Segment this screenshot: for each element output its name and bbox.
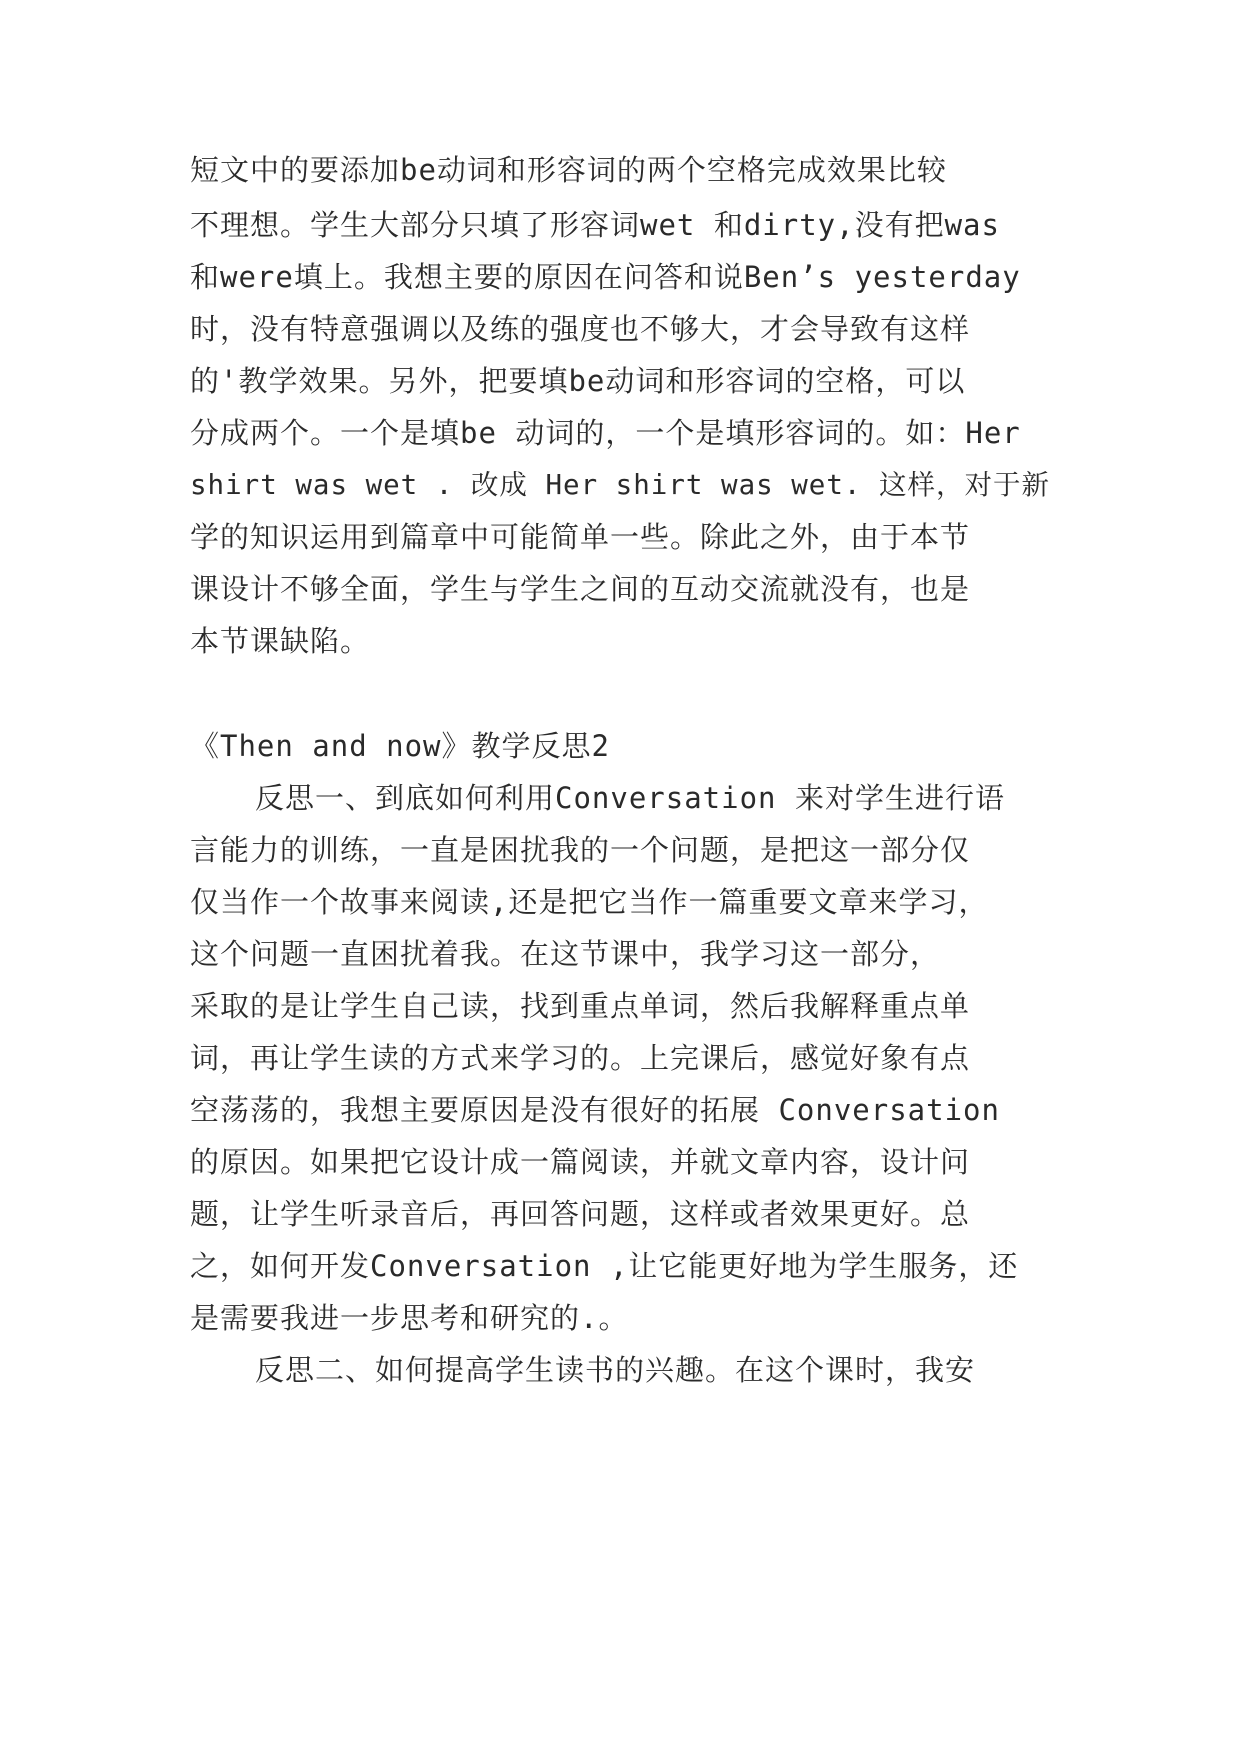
text-line: 不理想。学生大部分只填了形容词wet 和dirty,没有把was [190, 208, 1000, 242]
text-line: 分成两个。一个是填be 动词的，一个是填形容词的。如：Her [190, 416, 1021, 450]
text-line: 课设计不够全面，学生与学生之间的互动交流就没有，也是 [190, 572, 971, 606]
text-line: 学的知识运用到篇章中可能简单一些。除此之外，由于本节 [190, 520, 971, 554]
text-line: 的'教学效果。另外，把要填be动词和形容词的空格，可以 [190, 364, 966, 398]
text-line: 本节课缺陷。 [190, 624, 371, 658]
text-line: 是需要我进一步思考和研究的.。 [190, 1301, 629, 1335]
text-line: 反思二、如何提高学生读书的兴趣。在这个课时，我安 [255, 1353, 976, 1387]
text-line: 时，没有特意强调以及练的强度也不够大，才会导致有这样 [190, 312, 971, 346]
text-line: 词，再让学生读的方式来学习的。上完课后，感觉好象有点 [190, 1041, 971, 1075]
text-line: 之，如何开发Conversation ,让它能更好地为学生服务，还 [190, 1249, 1019, 1283]
text-line: 反思一、到底如何利用Conversation 来对学生进行语 [255, 781, 1005, 815]
text-line: 空荡荡的，我想主要原因是没有很好的拓展 Conversation [190, 1093, 1000, 1127]
text-line: 和were填上。我想主要的原因在问答和说Ben’s yesterday [190, 260, 1021, 294]
text-line: 采取的是让学生自己读，找到重点单词，然后我解释重点单 [190, 989, 971, 1023]
section-title: 《Then and now》教学反思2 [190, 729, 610, 763]
text-line: shirt was wet . 改成 Her shirt was wet. 这样，对于新 [190, 469, 1051, 501]
text-line: 仅当作一个故事来阅读,还是把它当作一篇重要文章来学习， [190, 885, 989, 919]
text-line: 言能力的训练，一直是困扰我的一个问题，是把这一部分仅 [190, 833, 971, 867]
text-line: 题，让学生听录音后，再回答问题，这样或者效果更好。总 [190, 1197, 971, 1231]
text-line: 的原因。如果把它设计成一篇阅读，并就文章内容，设计问 [190, 1145, 971, 1179]
text-line: 短文中的要添加be动词和形容词的两个空格完成效果比较 [190, 153, 947, 187]
text-line: 这个问题一直困扰着我。在这节课中，我学习这一部分， [190, 937, 941, 971]
